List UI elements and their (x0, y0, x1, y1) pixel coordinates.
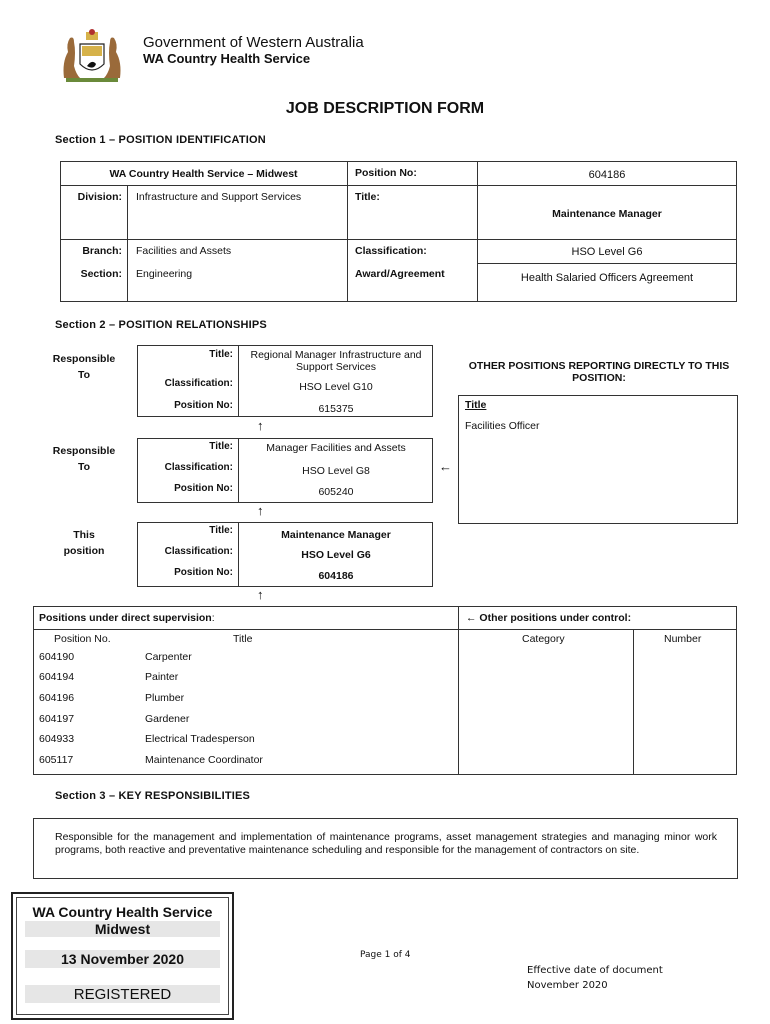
arrow-left-icon: ← (439, 459, 452, 474)
col-title: Title (233, 633, 253, 645)
row-title: Plumber (145, 692, 185, 704)
effective-date-label: Effective date of document (527, 965, 663, 976)
other-title-column: Title (465, 399, 487, 411)
position-no-value: 604186 (588, 169, 626, 181)
row-title: Carpenter (145, 651, 192, 663)
section2-heading: Section 2 – POSITION RELATIONSHIPS (55, 319, 267, 331)
box1-position-no: 615375 (318, 403, 354, 415)
position-no-label: Position No: (355, 167, 417, 179)
award-label: Award/Agreement (355, 268, 445, 280)
responsibilities-text: Responsible for the management and implementation of maintenance programs, asset management strategies and managing minor work programs, both reactive and preventative maintenance scheduling and responsible for the management of contractors on site. (55, 831, 717, 856)
title-label: Title: (355, 191, 380, 203)
branch-value: Facilities and Assets (136, 245, 232, 257)
supervisor-box-2: Title: Classification: Position No: Manager Facilities and Assets HSO Level G8 605240 (137, 438, 433, 503)
wa-government-crest-logo (56, 26, 128, 84)
responsibilities-box (33, 818, 738, 879)
box1-title: Regional Manager Infrastructure and Support Services (250, 349, 422, 373)
stamp-service: WA Country Health Service (32, 904, 213, 920)
row-title: Electrical Tradesperson (145, 733, 255, 745)
classification-label: Classification: (355, 245, 427, 257)
box2-position-no: 605240 (318, 486, 354, 498)
agency-name: WA Country Health Service (143, 51, 311, 66)
other-position-item: Facilities Officer (465, 420, 540, 432)
position-identification-table (60, 161, 737, 302)
row-title: Painter (145, 671, 179, 683)
row-no: 604190 (39, 651, 75, 663)
form-title: JOB DESCRIPTION FORM (285, 100, 485, 117)
row-no: 604197 (39, 713, 75, 725)
government-name: Government of Western Australia (143, 34, 364, 51)
this-position-label: This position (63, 529, 105, 557)
stamp-region: Midwest (94, 921, 151, 937)
supervision-heading: Positions under direct supervision: (39, 612, 215, 624)
registered-stamp (11, 892, 234, 1020)
stamp-status: REGISTERED (73, 986, 172, 1003)
section-value: Engineering (136, 268, 193, 280)
arrow-up-icon: ↑ (257, 587, 264, 602)
box3-position-no: 604186 (318, 570, 354, 582)
section3-heading: Section 3 – KEY RESPONSIBILITIES (55, 790, 251, 802)
row-no: 605117 (39, 754, 74, 766)
other-control-heading: ← Other positions under control: (466, 612, 632, 624)
branch-label: Branch: (82, 245, 122, 257)
page-number: Page 1 of 4 (360, 950, 411, 960)
col-category: Category (522, 633, 565, 645)
supervision-table (33, 606, 737, 775)
this-position-box: Title: Classification: Position No: Maintenance Manager HSO Level G6 604186 (137, 522, 433, 587)
box3-classification: HSO Level G6 (301, 549, 371, 561)
responsible-to-label-2: Responsible To (52, 445, 116, 473)
box2-title: Manager Facilities and Assets (266, 442, 406, 454)
award-value: Health Salaried Officers Agreement (520, 272, 694, 284)
box3-title: Maintenance Manager (281, 529, 391, 541)
service-name: WA Country Health Service – Midwest (109, 168, 298, 180)
arrow-up-icon: ↑ (257, 503, 264, 518)
other-positions-box (458, 395, 738, 524)
division-value: Infrastructure and Support Services (136, 191, 302, 203)
responsible-to-label-1: Responsible To (52, 353, 116, 381)
row-no: 604196 (39, 692, 75, 704)
col-number: Number (664, 633, 702, 645)
section1-heading: Section 1 – POSITION IDENTIFICATION (55, 134, 266, 146)
section-label: Section: (80, 268, 122, 280)
classification-value: HSO Level G6 (571, 246, 643, 258)
row-title: Maintenance Coordinator (145, 754, 263, 766)
supervisor-box-1: Title: Classification: Position No: Regional Manager Infrastructure and Support Services HSO Level G10 615375 (137, 345, 433, 417)
box2-classification: HSO Level G8 (302, 465, 370, 477)
effective-date-value: November 2020 (527, 980, 608, 991)
row-title: Gardener (145, 713, 190, 725)
title-value: Maintenance Manager (552, 208, 662, 220)
division-label: Division: (77, 191, 122, 203)
row-no: 604933 (39, 733, 75, 745)
row-no: 604194 (39, 671, 75, 683)
box1-classification: HSO Level G10 (299, 381, 373, 393)
arrow-up-icon: ↑ (257, 418, 264, 433)
col-position-no: Position No. (54, 633, 111, 645)
other-positions-heading: OTHER POSITIONS REPORTING DIRECTLY TO THIS POSITION: (468, 360, 730, 384)
stamp-date: 13 November 2020 (61, 951, 184, 967)
